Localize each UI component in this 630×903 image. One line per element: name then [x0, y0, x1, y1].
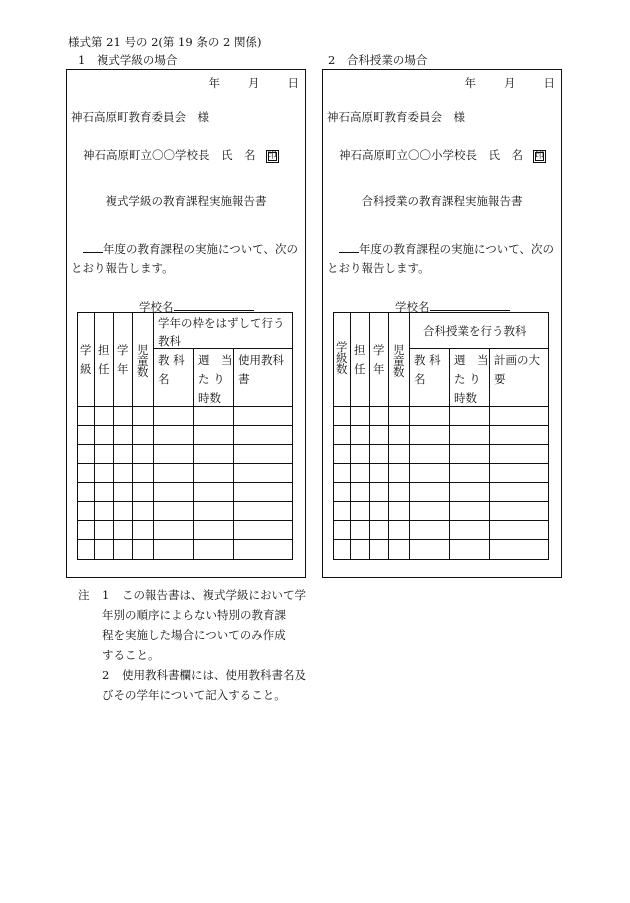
body-text-1: 年度の教育課程の実施について、次の: [103, 242, 299, 256]
col-teacher-1: 担: [354, 343, 366, 357]
sender-name: 神石高原町立〇〇小学校長 氏 名: [339, 148, 523, 162]
col-grade-2: 年: [373, 362, 385, 376]
col-plan-1: 計画の大: [494, 353, 540, 367]
col-textbook-2: 書: [238, 372, 250, 386]
addressee: 神石高原町教育委員会 様: [327, 110, 465, 124]
col-hours-3: 時数: [454, 391, 477, 405]
seal-mark: 印: [267, 151, 277, 161]
col-hours-3: 時数: [198, 391, 221, 405]
note-text: この報告書は、複式学級において学: [122, 588, 306, 602]
note-number: 2: [102, 668, 110, 682]
month-label: 月: [504, 76, 516, 90]
col-hours-2: た り: [198, 372, 225, 386]
date-line: [465, 78, 556, 90]
body-text-1: 年度の教育課程の実施について、次の: [359, 242, 555, 256]
col-hours-1: 週 当: [454, 353, 489, 367]
col-hours-1: 週 当: [198, 353, 233, 367]
sender-line: [83, 150, 279, 164]
year-label: 年: [208, 76, 220, 90]
right-report-table: [333, 312, 549, 560]
form-number: 様式第 21 号の 2(第 19 条の 2 関係): [68, 35, 262, 49]
document-title: 複式学級の教育課程実施報告書: [105, 194, 267, 208]
col-class-1: 学: [80, 343, 92, 357]
body-line-1: [83, 242, 298, 256]
col-class-3: 数: [336, 362, 348, 376]
table-border: [78, 313, 293, 560]
col-plan-2: 要: [494, 372, 506, 386]
col-teacher-2: 任: [354, 362, 366, 376]
col-subject-2: 名: [158, 372, 170, 386]
col-pupils-2: 童: [393, 354, 405, 368]
col-pupils-3: 数: [393, 365, 405, 379]
col-textbook-1: 使用教科: [238, 353, 284, 367]
col-grade-1: 学: [373, 343, 385, 357]
note-text: 使用教科書欄には、使用教科書名及: [122, 668, 306, 682]
col-teacher-1: 担: [98, 343, 110, 357]
right-section-heading: 2 合科授業の場合: [328, 53, 428, 67]
body-line-2: とおり報告します。: [327, 261, 430, 275]
body-line-2: とおり報告します。: [71, 261, 174, 275]
col-hours-2: た り: [454, 372, 481, 386]
sender-line: [339, 150, 546, 164]
year-blank: [339, 242, 359, 253]
left-report-form: [66, 69, 306, 578]
note-text: 程を実施した場合についてのみ作成: [102, 628, 286, 642]
school-label: 学校名: [395, 300, 430, 314]
note-number: 1: [102, 588, 110, 602]
col-subject-1: 教 科: [414, 353, 441, 367]
col-pupils-1: 児: [137, 343, 149, 357]
col-class-2: 級: [80, 362, 92, 376]
school-name-line: [174, 300, 254, 311]
left-section-heading: 1 複式学級の場合: [78, 53, 178, 67]
year-blank: [83, 242, 103, 253]
seal-mark: 印: [534, 151, 544, 161]
col-pupils-3: 数: [137, 365, 149, 379]
day-label: 日: [287, 76, 299, 90]
notes-label: 注: [78, 588, 90, 602]
school-name-line: [430, 300, 510, 311]
col-class-1: 学: [336, 340, 348, 354]
year-label: 年: [464, 76, 476, 90]
left-report-table: [77, 312, 293, 560]
date-line: [209, 78, 300, 90]
addressee: 神石高原町教育委員会 様: [71, 110, 209, 124]
document-title: 合科授業の教育課程実施報告書: [361, 194, 523, 208]
col-grade-2: 年: [117, 362, 129, 376]
col-class-2: 級: [336, 351, 348, 365]
note-text: すること。: [102, 648, 160, 662]
col-subject-2: 名: [414, 372, 426, 386]
day-label: 日: [543, 76, 555, 90]
group-header-2: 教科: [158, 334, 181, 348]
sender-name: 神石高原町立〇〇学校長 氏 名: [83, 148, 256, 162]
col-teacher-2: 任: [98, 362, 110, 376]
col-subject-1: 教 科: [158, 353, 185, 367]
month-label: 月: [248, 76, 260, 90]
school-label: 学校名: [139, 300, 174, 314]
table-border: [334, 313, 549, 560]
group-header-1: 合科授業を行う教科: [423, 324, 527, 338]
note-text: びその学年について記入すること。: [102, 688, 286, 702]
col-pupils-1: 児: [393, 343, 405, 357]
col-pupils-2: 童: [137, 354, 149, 368]
col-grade-1: 学: [117, 343, 129, 357]
group-header-1: 学年の枠をはずして行う: [158, 316, 285, 330]
right-report-form: [322, 69, 562, 578]
body-line-1: [339, 242, 554, 256]
note-text: 年別の順序によらない特別の教育課: [102, 608, 286, 622]
